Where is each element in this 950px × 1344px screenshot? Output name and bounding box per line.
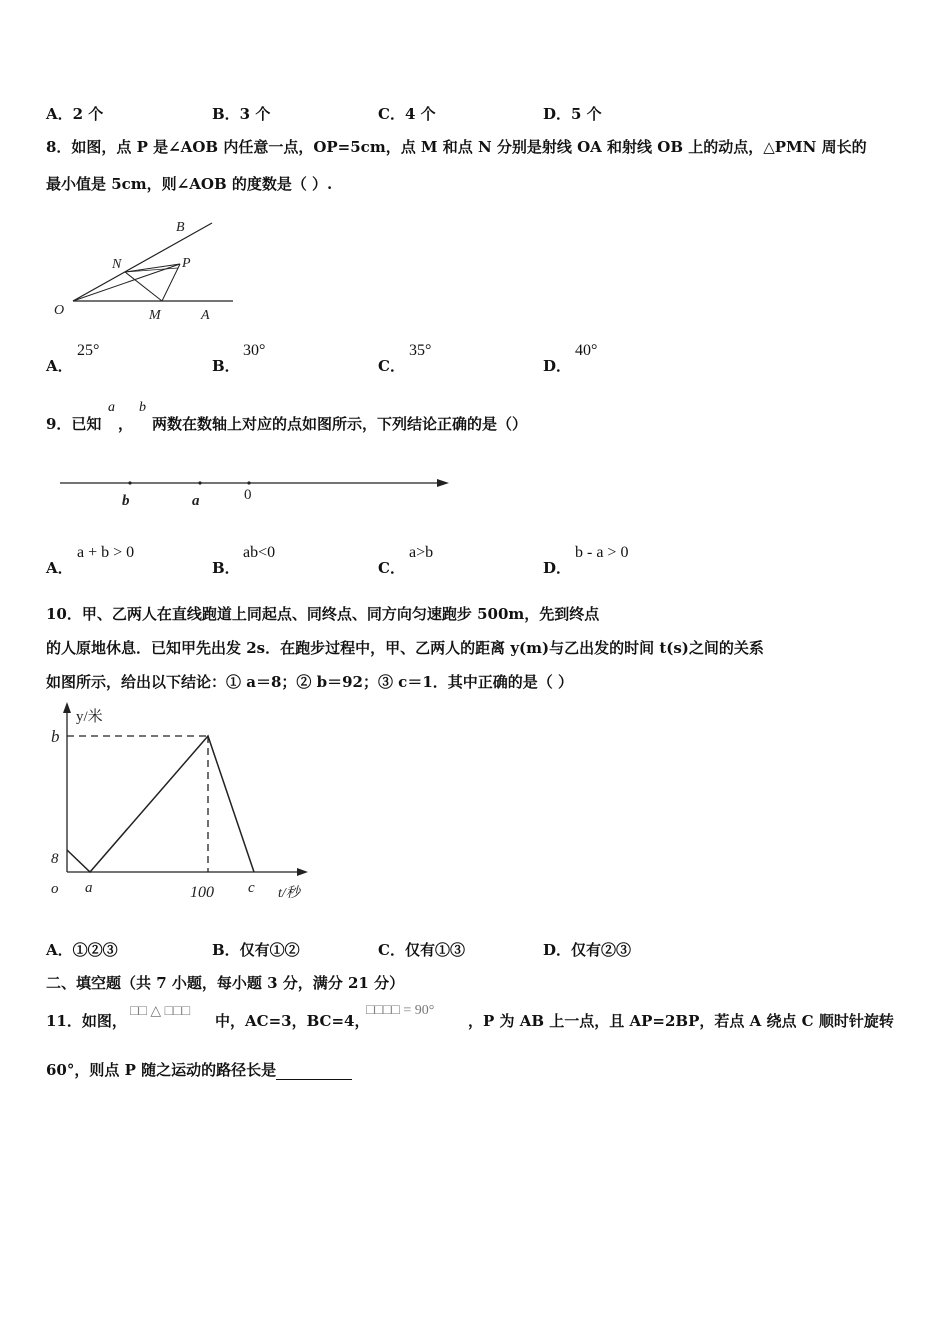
ray-ob <box>73 223 212 301</box>
q10-option-b: B．仅有①② <box>212 941 300 959</box>
q7-option-b: B．3 个 <box>212 105 271 123</box>
q11-suffix: ，P 为 AB 上一点，且 AP=2BP，若点 A 绕点 C 顺时针旋转 <box>468 1012 894 1030</box>
q8-text-line2: 最小值是 5cm，则∠AOB 的度数是（ ）. <box>46 175 333 193</box>
label-a: a <box>192 493 200 509</box>
q10-option-c: C．仅有①③ <box>378 941 465 959</box>
label-a: A <box>201 308 210 323</box>
x-axis-arrow <box>297 868 308 876</box>
q9-option-a-letter: A． <box>46 559 73 577</box>
q7-option-d: D．5 个 <box>543 105 602 123</box>
label-b: B <box>176 220 185 235</box>
label-p: P <box>182 256 191 271</box>
distance-curve <box>67 736 254 872</box>
point-a <box>198 481 201 484</box>
q10-option-d: D．仅有②③ <box>543 941 632 959</box>
label-a: a <box>85 880 93 896</box>
q9-option-d-letter: D． <box>543 559 572 577</box>
q8-option-d-value: 40° <box>575 342 598 359</box>
q10-option-a: A．①②③ <box>46 941 118 959</box>
segment-op <box>73 264 180 301</box>
segment-np <box>125 264 180 272</box>
label-b: b <box>51 727 60 746</box>
q11-prefix: 11．如图， <box>46 1012 127 1030</box>
axis-arrow <box>437 479 449 487</box>
q9-option-b-value: ab<0 <box>243 544 276 561</box>
q10-text-line1: 10．甲、乙两人在直线跑道上同起点、同终点、同方向匀速跑步 500m，先到终点 <box>46 605 600 623</box>
label-o: O <box>54 303 65 318</box>
q10-distance-time-graph <box>40 700 330 910</box>
q9-text: 两数在数轴上对应的点如图所示，下列结论正确的是（） <box>152 415 528 433</box>
q9-option-d-value: b - a > 0 <box>575 544 629 561</box>
label-b: b <box>122 493 130 509</box>
q9-option-c-letter: C． <box>378 559 405 577</box>
q10-text-line2: 的人原地休息．已知甲先出发 2s．在跑步过程中，甲、乙两人的距离 y(m)与乙出发的时间 t(s)之间的关系 <box>46 639 764 657</box>
q9-comma: ， <box>118 415 134 433</box>
q10-text-line3: 如图所示，给出以下结论：① a＝8；② b＝92；③ c＝1．其中正确的是（ ） <box>46 673 573 691</box>
q11-faded-triangle: □□ △ □□□ <box>130 1004 191 1019</box>
y-axis-arrow <box>63 702 71 713</box>
label-m: M <box>149 308 161 323</box>
q11-faded-angle: □□□□ = 90° <box>366 1003 435 1018</box>
q9-var-a: a <box>108 400 115 415</box>
q7-option-a: A．2 个 <box>46 105 104 123</box>
label-origin: o <box>51 881 59 897</box>
label-100: 100 <box>190 884 214 901</box>
q8-text-line1: 8．如图，点 P 是∠AOB 内任意一点，OP=5cm，点 M 和点 N 分别是射线 OA 和射线 OB 上的动点，△PMN 周长的 <box>46 138 867 156</box>
q9-prefix: 9．已知 <box>46 415 102 433</box>
x-axis-label: t/秒 <box>278 886 300 901</box>
q8-option-a-letter: A． <box>46 357 73 375</box>
q7-option-c: C．4 个 <box>378 105 436 123</box>
label-zero: 0 <box>244 487 252 503</box>
q9-var-b: b <box>139 400 146 415</box>
q8-option-d-letter: D． <box>543 357 572 375</box>
answer-blank[interactable] <box>276 1065 352 1080</box>
q8-option-c-letter: C． <box>378 357 405 375</box>
point-b <box>128 481 131 484</box>
q11-line2 <box>46 1060 352 1080</box>
label-8: 8 <box>51 851 59 867</box>
q8-option-b-letter: B． <box>212 357 240 375</box>
q8-angle-figure <box>40 212 260 327</box>
y-axis-label: y/米 <box>76 709 103 725</box>
point-zero <box>247 481 250 484</box>
q9-option-a-value: a + b > 0 <box>77 544 135 561</box>
q8-option-b-value: 30° <box>243 342 266 359</box>
q11-mid-text: 中，AC=3，BC=4， <box>215 1012 370 1030</box>
q9-option-b-letter: B． <box>212 559 240 577</box>
number-line <box>55 472 455 517</box>
q8-option-a-value: 25° <box>77 342 100 359</box>
label-n: N <box>112 257 122 272</box>
label-c: c <box>248 880 255 896</box>
q9-option-c-value: a>b <box>409 544 434 561</box>
section-2-heading: 二、填空题（共 7 小题，每小题 3 分，满分 21 分） <box>46 974 405 992</box>
q8-option-c-value: 35° <box>409 342 432 359</box>
q11-line2-text: 60°，则点 P 随之运动的路径长是 <box>46 1061 277 1079</box>
